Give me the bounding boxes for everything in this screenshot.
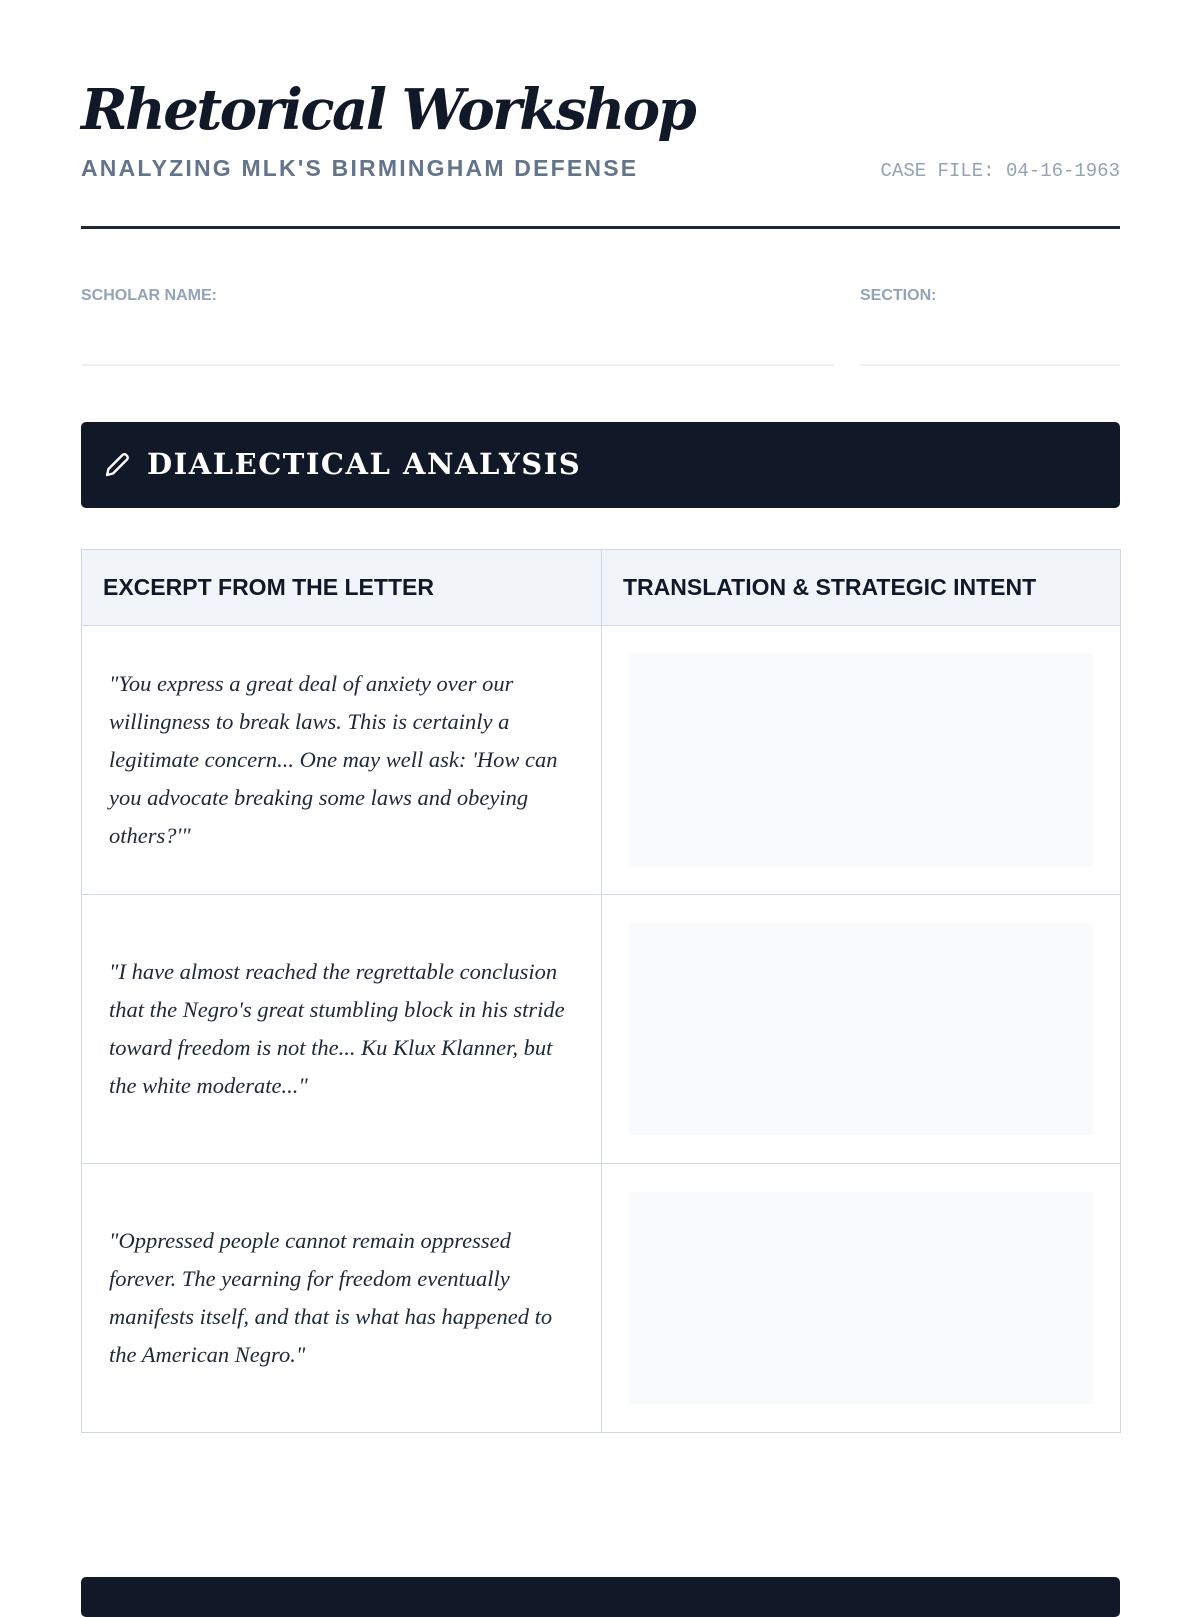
response-input[interactable] xyxy=(629,654,1093,866)
table-row xyxy=(82,1164,1121,1433)
table-header-row xyxy=(82,550,1121,626)
excerpt-text: "You express a great deal of anxiety over our willingness to break laws. This is certainly a legitimate concern... One may well ask: 'How can you advocate breaking some laws and obeying others?'" xyxy=(109,671,558,848)
header-divider xyxy=(81,226,1120,229)
page-subtitle: ANALYZING MLK'S BIRMINGHAM DEFENSE xyxy=(81,155,639,181)
worksheet-page xyxy=(81,0,1120,1600)
column-header-excerpt: EXCERPT FROM THE LETTER xyxy=(82,550,602,626)
section-title: DIALECTICAL ANALYSIS xyxy=(147,447,582,481)
page-title: Rhetorical Workshop xyxy=(81,77,695,143)
table-row xyxy=(82,895,1121,1164)
case-file-label: CASE FILE: 04-16-1963 xyxy=(880,160,1120,182)
excerpt-text: "Oppressed people cannot remain oppressed forever. The yearning for freedom eventually manifests itself, and that is what has happened to the American Negro." xyxy=(109,1228,553,1367)
response-cell xyxy=(602,1164,1121,1433)
section-banner xyxy=(81,422,1120,508)
excerpt-text: "I have almost reached the regrettable conclusion that the Negro's great stumbling block in his stride toward freedom is not the... Ku Klux Klanner, but the white moderate..." xyxy=(109,959,565,1098)
response-cell xyxy=(602,626,1121,895)
excerpt-cell xyxy=(82,1164,602,1433)
column-header-translation: TRANSLATION & STRATEGIC INTENT xyxy=(602,550,1121,626)
response-cell xyxy=(602,895,1121,1164)
table-row xyxy=(82,626,1121,895)
excerpt-cell xyxy=(82,895,602,1164)
pencil-icon xyxy=(101,449,133,481)
section-label: SECTION: xyxy=(860,287,937,304)
scholar-name-label: SCHOLAR NAME: xyxy=(81,287,217,304)
next-section-banner xyxy=(81,1577,1120,1617)
response-input[interactable] xyxy=(629,1192,1093,1404)
section-field[interactable] xyxy=(860,364,1120,366)
analysis-table xyxy=(81,549,1121,1433)
scholar-name-field[interactable] xyxy=(81,364,834,366)
excerpt-cell xyxy=(82,626,602,895)
response-input[interactable] xyxy=(629,923,1093,1135)
